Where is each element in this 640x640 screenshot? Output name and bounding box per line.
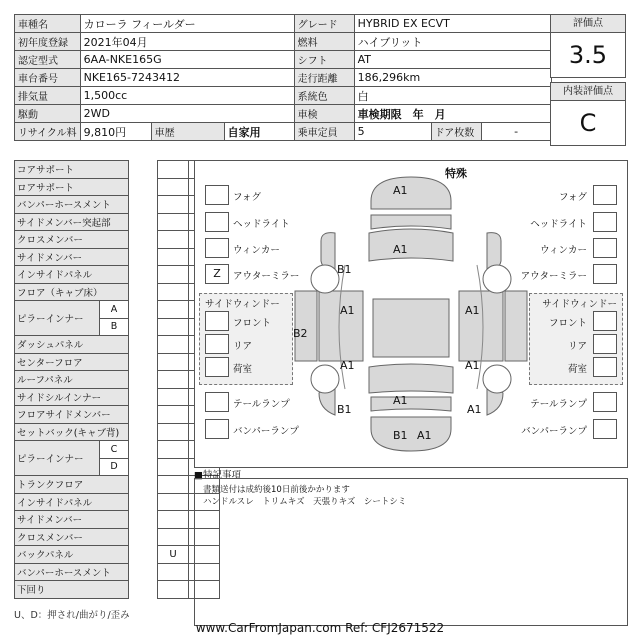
mark-right-fender: A1 xyxy=(465,304,480,317)
parts-row xyxy=(15,511,220,529)
spec-table xyxy=(14,14,552,141)
model-code-value: 6AA-NKE165G xyxy=(80,51,294,69)
part-spacer xyxy=(129,388,158,406)
right-bumper-lamp-label: バンパーランプ xyxy=(521,426,587,437)
model-code-label: 認定型式 xyxy=(15,51,81,69)
part-spacer xyxy=(129,353,158,371)
grade-label: グレード xyxy=(294,15,354,33)
mark-left-rear-door: A1 xyxy=(340,359,355,372)
color-label: 系統色 xyxy=(294,87,354,105)
roof-panel xyxy=(373,299,449,357)
parts-row xyxy=(15,476,220,494)
notes-line-2: ハンドルスレ トリムキズ 天張りキズ シートシミ xyxy=(203,497,407,507)
part-label: フロアサイドメンバー xyxy=(15,406,129,424)
part-spacer xyxy=(129,248,158,266)
part-spacer xyxy=(129,196,158,214)
car-diagram xyxy=(195,161,627,467)
parts-row xyxy=(15,336,220,354)
part-mark-cell xyxy=(158,248,189,266)
left-front-wheel xyxy=(311,265,339,293)
right-side-window-label: サイドウィンドー xyxy=(542,299,617,310)
fuel-value: ハイブリット xyxy=(354,33,551,51)
part-mark-cell xyxy=(158,581,189,599)
part-label: バンパーホースメント xyxy=(15,196,129,214)
mileage-label: 走行距離 xyxy=(294,69,354,87)
left-fog-label: フォグ xyxy=(233,192,262,203)
part-spacer xyxy=(129,178,158,196)
parts-row xyxy=(15,441,220,459)
left-outer-mirror-label: アウターミラー xyxy=(233,271,300,282)
right-window-front-label: フロント xyxy=(548,318,587,329)
parts-row xyxy=(15,388,220,406)
mark-rear-bumper-2: A1 xyxy=(417,429,432,442)
part-spacer xyxy=(129,283,158,301)
part-spacer xyxy=(129,161,158,179)
first-reg-value: 2021年04月 xyxy=(80,33,294,51)
legend-text: U、D：押され/曲がり/歪み xyxy=(14,610,130,621)
part-mark-cell: U xyxy=(158,546,189,564)
mark-right-rear-door: A1 xyxy=(465,359,480,372)
score-box xyxy=(550,14,626,78)
parts-row xyxy=(15,231,220,249)
part-spacer xyxy=(129,441,158,459)
part-mark-cell xyxy=(158,423,189,441)
part-spacer xyxy=(129,581,158,599)
parts-row xyxy=(15,371,220,389)
capacity-label: 乗車定員 xyxy=(294,123,354,141)
watermark-text: www.CarFromJapan.com Ref: CFJ2671522 xyxy=(195,621,445,635)
part-sub-label: B xyxy=(100,318,129,336)
part-mark-cell xyxy=(158,161,189,179)
part-spacer xyxy=(129,528,158,546)
part-label: サイドシルインナー xyxy=(15,388,129,406)
trunk-panel xyxy=(371,397,451,411)
part-label: クロスメンバー xyxy=(15,231,129,249)
left-window-front-label: フロント xyxy=(233,318,272,329)
part-spacer xyxy=(129,493,158,511)
part-label: フロア（キャブ床） xyxy=(15,283,129,301)
right-headlight-label: ヘッドライト xyxy=(530,219,587,230)
part-spacer xyxy=(129,563,158,581)
parts-row xyxy=(15,563,220,581)
part-mark-cell xyxy=(158,371,189,389)
rear-bumper-panel xyxy=(371,417,451,451)
mark-left-front-door: B2 xyxy=(293,327,308,340)
left-front-pillar xyxy=(295,291,317,361)
interior-score-box xyxy=(550,82,626,146)
mark-left-fender: A1 xyxy=(340,304,355,317)
parts-row xyxy=(15,301,220,319)
part-spacer xyxy=(129,406,158,424)
mark-rear-bumper-1: B1 xyxy=(393,429,408,442)
part-spacer xyxy=(129,213,158,231)
part-label: ピラーインナー xyxy=(15,441,100,476)
part-spacer xyxy=(129,266,158,284)
part-mark-cell xyxy=(158,353,189,371)
mark-left-rear-fender: B1 xyxy=(337,403,352,416)
part-mark-cell xyxy=(158,266,189,284)
left-front-door-panel xyxy=(319,291,363,361)
part-mark-cell xyxy=(158,563,189,581)
parts-row xyxy=(15,248,220,266)
part-mark-cell xyxy=(158,336,189,354)
part-mark-cell xyxy=(158,441,189,459)
part-label: バンパーホースメント xyxy=(15,563,129,581)
right-front-pillar xyxy=(505,291,527,361)
part-spacer xyxy=(129,318,158,336)
history-value: 自家用 xyxy=(224,123,294,141)
part-label: インサイドパネル xyxy=(15,266,129,284)
part-label: ロアサポート xyxy=(15,178,129,196)
parts-row xyxy=(15,283,220,301)
mark-trunk: A1 xyxy=(393,394,408,407)
part-label: センターフロア xyxy=(15,353,129,371)
part-mark-cell xyxy=(158,196,189,214)
parts-table xyxy=(14,160,220,599)
mark-front-bumper: A1 xyxy=(393,184,408,197)
hood-panel xyxy=(371,215,451,229)
right-winker-label: ウィンカー xyxy=(540,245,587,256)
chassis-label: 車台番号 xyxy=(15,69,81,87)
recycle-value: 9,810円 xyxy=(80,123,151,141)
part-sub-label: C xyxy=(100,441,129,459)
left-window-luggage-label: 荷室 xyxy=(233,364,253,375)
mark-left-front-wheel: B1 xyxy=(337,263,352,276)
parts-row xyxy=(15,178,220,196)
left-bumper-lamp-label: バンパーランプ xyxy=(233,426,299,437)
doors-label: ドア枚数 xyxy=(431,123,481,141)
notes-title: ■特記事項 xyxy=(194,470,241,481)
score-label: 評価点 xyxy=(551,15,625,33)
part-mark-cell xyxy=(158,406,189,424)
right-window-luggage-label: 荷室 xyxy=(567,364,587,375)
part-mark-cell xyxy=(158,283,189,301)
part-spacer xyxy=(129,423,158,441)
first-reg-label: 初年度登録 xyxy=(15,33,81,51)
mark-right-rear-fender: A1 xyxy=(467,403,482,416)
color-value: 白 xyxy=(354,87,551,105)
right-outer-mirror-label: アウターミラー xyxy=(520,271,587,282)
interior-score-label: 内装評価点 xyxy=(551,83,625,101)
part-mark-cell xyxy=(158,213,189,231)
right-front-door-panel xyxy=(459,291,503,361)
drive-label: 駆動 xyxy=(15,105,81,123)
part-label: トランクフロア xyxy=(15,476,129,494)
right-front-wheel xyxy=(483,265,511,293)
part-mark-cell xyxy=(158,528,189,546)
doors-value: - xyxy=(481,123,551,141)
part-mark-cell xyxy=(158,493,189,511)
part-spacer xyxy=(129,371,158,389)
left-window-rear-label: リア xyxy=(233,341,253,352)
part-sub-label: D xyxy=(100,458,129,476)
parts-row xyxy=(15,353,220,371)
diagram-title: 特殊 xyxy=(445,167,467,180)
left-side-window-label: サイドウィンドー xyxy=(205,299,280,310)
front-bumper-panel xyxy=(371,177,451,209)
part-mark-cell xyxy=(158,178,189,196)
displacement-label: 排気量 xyxy=(15,87,81,105)
grade-value: HYBRID EX ECVT xyxy=(354,15,551,33)
part-label: コアサポート xyxy=(15,161,129,179)
rear-window-panel xyxy=(369,364,453,393)
capacity-value: 5 xyxy=(354,123,431,141)
mileage-value: 186,296km xyxy=(354,69,551,87)
parts-row xyxy=(15,161,220,179)
interior-score-value: C xyxy=(579,108,597,137)
part-label: サイドメンバー突起部 xyxy=(15,213,129,231)
part-sub-label: A xyxy=(100,301,129,319)
part-label: ルーフパネル xyxy=(15,371,129,389)
shift-value: AT xyxy=(354,51,551,69)
right-tail-lamp-label: テールランプ xyxy=(530,399,587,410)
part-label: バックパネル xyxy=(15,546,129,564)
left-winker-label: ウィンカー xyxy=(233,245,280,256)
part-label: インサイドパネル xyxy=(15,493,129,511)
inspection-value: 車検期限 年 月 xyxy=(354,105,551,123)
part-mark-cell xyxy=(158,231,189,249)
history-label: 車歴 xyxy=(151,123,224,141)
part-mark-cell xyxy=(158,388,189,406)
parts-row xyxy=(15,546,220,564)
part-label: クロスメンバー xyxy=(15,528,129,546)
parts-row xyxy=(15,266,220,284)
parts-row xyxy=(15,528,220,546)
part-mark-cell xyxy=(158,511,189,529)
part-label: 下回り xyxy=(15,581,129,599)
parts-row xyxy=(15,423,220,441)
recycle-label: リサイクル料 xyxy=(15,123,81,141)
model-value: カローラ フィールダー xyxy=(80,15,294,33)
part-mark-cell xyxy=(158,476,189,494)
part-label: ピラーインナー xyxy=(15,301,100,336)
displacement-value: 1,500cc xyxy=(80,87,294,105)
windshield-panel xyxy=(369,229,453,261)
right-window-rear-label: リア xyxy=(567,341,587,352)
part-spacer xyxy=(129,231,158,249)
part-spacer xyxy=(129,458,158,476)
part-spacer xyxy=(129,336,158,354)
parts-row xyxy=(15,581,220,599)
parts-row xyxy=(15,406,220,424)
part-mark-cell xyxy=(158,318,189,336)
drive-value: 2WD xyxy=(80,105,294,123)
part-label: サイドメンバー xyxy=(15,511,129,529)
part-mark-cell xyxy=(158,458,189,476)
part-mark-cell xyxy=(158,301,189,319)
right-rear-wheel xyxy=(483,365,511,393)
notes-box xyxy=(194,478,628,626)
part-spacer xyxy=(129,546,158,564)
left-outer-mirror-checkbox: Z xyxy=(205,264,229,284)
part-spacer xyxy=(129,476,158,494)
part-spacer xyxy=(129,301,158,319)
left-headlight-label: ヘッドライト xyxy=(233,219,290,230)
part-label: サイドメンバー xyxy=(15,248,129,266)
mark-hood: A1 xyxy=(393,243,408,256)
model-label: 車種名 xyxy=(15,15,81,33)
chassis-value: NKE165-7243412 xyxy=(80,69,294,87)
damage-diagram xyxy=(194,160,628,468)
parts-row xyxy=(15,196,220,214)
part-label: セットバック(キャブ背) xyxy=(15,423,129,441)
left-rear-wheel xyxy=(311,365,339,393)
parts-row xyxy=(15,213,220,231)
part-spacer xyxy=(129,511,158,529)
fuel-label: 燃料 xyxy=(294,33,354,51)
parts-row xyxy=(15,493,220,511)
shift-label: シフト xyxy=(294,51,354,69)
score-value: 3.5 xyxy=(568,40,608,69)
part-label: ダッシュパネル xyxy=(15,336,129,354)
notes-line-1: 書類送付は成約後10日前後かかります xyxy=(203,485,350,495)
right-fog-label: フォグ xyxy=(558,192,587,203)
inspection-label: 車検 xyxy=(294,105,354,123)
left-tail-lamp-label: テールランプ xyxy=(233,399,290,410)
